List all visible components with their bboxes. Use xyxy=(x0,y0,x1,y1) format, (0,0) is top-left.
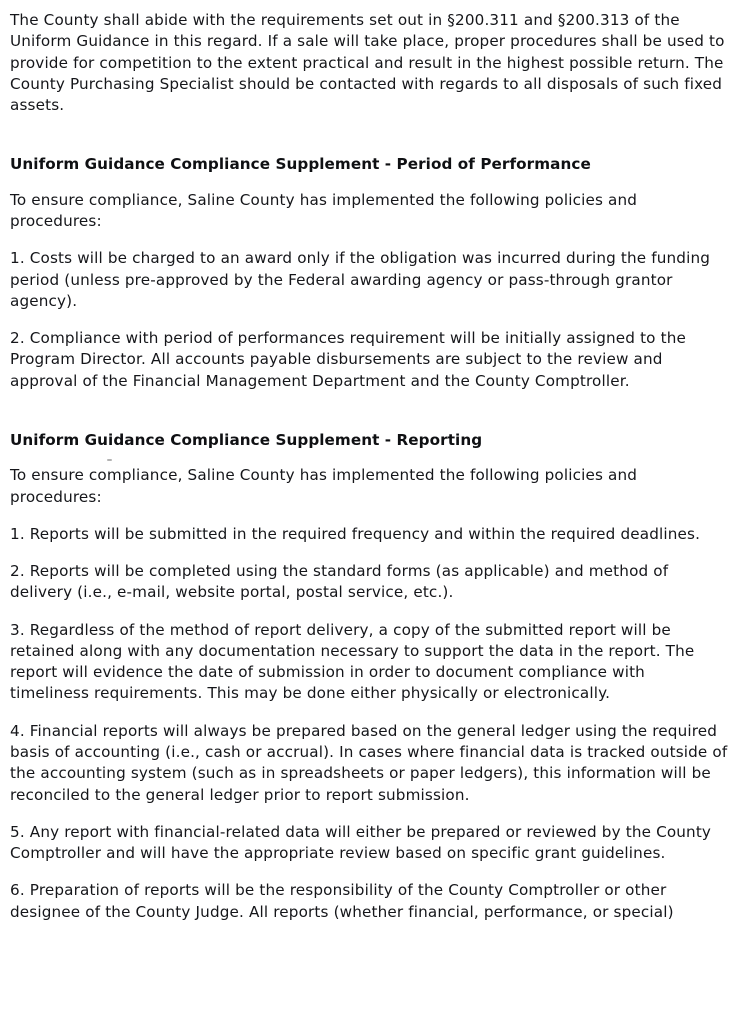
paragraph-reporting-1: 1. Reports will be submitted in the required frequency and within the required deadlines. xyxy=(10,524,701,543)
paragraph-reporting-intro: To ensure compliance, Saline County has implemented the following policies and procedures: xyxy=(10,466,638,506)
paragraph-reporting-6: 6. Preparation of reports will be the responsibility of the County Comptroller or other designee of the County Judge. All reports (whether financial, performance, or special) xyxy=(10,881,674,921)
paragraph-reporting-2: 2. Reports will be completed using the standard forms (as applicable) and method of delivery (i.e., e-mail, website portal, postal service, etc.). xyxy=(10,562,669,602)
paragraph-reporting-5: 5. Any report with financial-related data will either be prepared or reviewed by the County Comptroller and will have the appropriate review based on specific grant guidelines. xyxy=(10,822,712,863)
paragraph-pop-2: 2. Compliance with period of performances requirement will be initially assigned to the Program Director. All accounts payable disbursements are subject to the review and approval of the Financial Management Department and the County Comptroller. xyxy=(10,329,686,390)
section-spacer xyxy=(10,132,728,154)
section-spacer-2 xyxy=(10,408,728,430)
paragraph-reporting-4: 4. Financial reports will always be prepared based on the general ledger using the required basis of accounting (i.e., cash or accrual). In cases where financial data is tracked outside of the accounting system (such as in spreadsheets or paper ledgers), this information will be reconciled to the general ledger prior to report submission. xyxy=(10,721,728,804)
paragraph-reporting-3: 3. Regardless of the method of report delivery, a copy of the submitted report will be retained along with any documentation necessary to support the data in the report. The report will evidence the date of submission in order to document compliance with timeliness requirements. This may be done either physically or electronically. xyxy=(10,620,695,703)
paragraph-pop-1: 1. Costs will be charged to an award only if the obligation was incurred during the funding period (unless pre-approved by the Federal awarding agency or pass-through grantor agency). xyxy=(10,249,711,310)
paragraph-intro: The County shall abide with the requirements set out in §200.311 and §200.313 of the Uniform Guidance in this regard. If a sale will take place, proper procedures shall be used to provide for competition to the extent practical and result in the highest possible return. The County Purchasing Specialist should be contacted with regards to all disposals of such fixed assets. xyxy=(10,11,725,115)
heading-reporting: Uniform Guidance Compliance Supplement - Reporting xyxy=(10,430,483,449)
heading-period-of-performance: Uniform Guidance Compliance Supplement - Period of Performance xyxy=(10,155,591,174)
paragraph-pop-intro: To ensure compliance, Saline County has implemented the following policies and procedures: xyxy=(10,190,638,230)
scan-artifact-mark xyxy=(107,459,112,461)
